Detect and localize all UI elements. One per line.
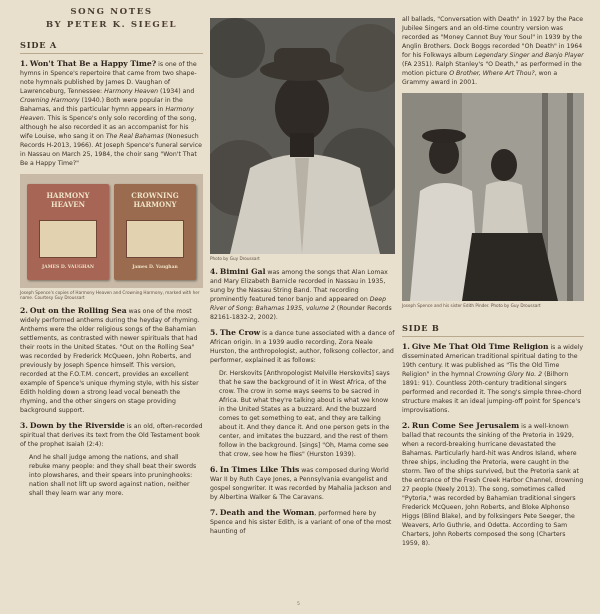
song-note-a7-continued: all ballads, "Conversation with Death" in 1927 by the Pace Jubilee Singers and an old-time country version was recorded as "Money Cannot Buy Your Soul" in 1939 by the Anglin Brothers. Dock Boggs recorded "Oh Death" in 1964 for his Folkways album Legendary Singer and Banjo Player (FA 2351). Ralph Stanley's "O Death," as performed in the motion picture O Brother, Where Art Thou?, won a Grammy award in 2001.	[402, 16, 584, 86]
song-number: 5.	[210, 328, 218, 337]
song-note-a7: 7. Death and the Woman, performed here by Spence and his sister Edith, is a variant of one of the most haunting of	[210, 508, 392, 535]
books-caption: Joseph Spence's copies of Harmony Heaven and Crowning Harmony, marked with her name. Courtesy Guy Droussart	[20, 290, 200, 300]
page-number: 5	[297, 602, 300, 607]
portrait-caption: Photo by Guy Droussart	[210, 256, 260, 261]
song-number: 1.	[20, 59, 28, 68]
song-title: Bimini Gal	[219, 267, 266, 276]
crowning-harmony-book: CROWNING HARMONY James D. Vaughan	[114, 184, 196, 280]
song-number: 3.	[20, 421, 28, 430]
hurston-quote: Dr. Herskovits [Anthropologist Melville Herskovits] says that he saw the background of it in West Africa, of the crow. The crow in some ways seems to be sacred in Africa. But what they're talking about is what we know in the United States as a buzzard. And the buzzard comes to get something to eat, and they are talking about it. And they dance it. And one person gets in the center, and imitates the buzzard, and the rest of them follow in the background. [sings] "Oh, Mama come see that crow, see how he flies" (Hurston 1939).	[219, 370, 390, 458]
song-number: 7.	[210, 508, 218, 517]
divider	[20, 53, 203, 54]
song-number: 4.	[210, 267, 218, 276]
song-note-b2: 2. Run Come See Jerusalem is a well-known ballad that recounts the sinking of the Pretoria in 1929, when a record-breaking hurricane devastated the Bahamas. Particularly hard-hit was Andros Island, where three ships, including the Pretoria, were caught in the storm. Two of the ships survived, but the Pretoria sank at the entrance of the Fresh Creek Harbor Channel, drowning 27 people (Neely 2013). The song, sometimes called "Pytoria," was recorded by Bahamian traditional singers Frederick McQueen, John Roberts, and Bloke Alphonso Higgs (Blind Blake), and by folksingers Pete Seeger, the Weavers, Arlo Guthrie, and Odetta. According to Sam Charters, John Roberts composed the song (Charters 1959, 8).	[402, 421, 584, 547]
scripture-quote: And he shall judge among the nations, and shall rebuke many people: and they shall beat their swords into plowshares, and their spears into pruninghooks: nation shall not lift up sword against nation, neither shall they learn war any more.	[29, 454, 197, 497]
song-note-a6: 6. In Times Like This was composed during World War II by Ruth Caye Jones, a Pennsylvania evangelist and gospel songwriter. It was recorded by Mahalia Jackson and by Albertina Walker & The Caravans.	[210, 465, 392, 501]
song-number: 6.	[210, 465, 218, 474]
song-note-a4: 4. Bimini Gal was among the songs that Alan Lomax and Mary Elizabeth Barnicle recorded in Nassau in 1935, sung by the Nassau String Band. That recording prominently featured tenor banjo and appeared on Deep River of Song: Bahamas 1935, volume 2 (Rounder Records 82161-1832-2, 2002).	[210, 267, 392, 321]
side-b-heading: SIDE B	[402, 323, 440, 333]
column-right	[402, 0, 584, 554]
song-title: Won't That Be a Happy Time?	[29, 59, 157, 68]
column-left	[20, 0, 203, 504]
song-number: 2.	[20, 306, 28, 315]
song-title: The Crow	[219, 328, 261, 337]
song-title: In Times Like This	[219, 465, 300, 474]
spence-and-sister-photo	[402, 93, 584, 301]
portrait-photo	[210, 18, 395, 254]
divider	[402, 336, 584, 337]
harmony-heaven-book: HARMONY HEAVEN JAMES D. VAUGHAN	[27, 184, 109, 280]
song-note-a5: 5. The Crow is a dance tune associated with a dance of African origin. In a 1939 audio recording, Zora Neale Hurston, the anthropologist, author, folksong collector, and performer, explained it as follows: Dr. Herskovits [Anthropologist Melville Herskovits] says that he saw the background of it in West Africa, of the crow. The crow in some ways seems to be sacred in Africa. But what they're talking about is what we know in the United States as a buzzard. And the buzzard comes to get something to eat, and they are talking about it. And they dance it. And one person gets in the center, and imitates the buzzard, and the rest of them follow in the background. [sings] "Oh, Mama come see that crow, see how he flies" (Hurston 1939).	[210, 328, 395, 458]
song-title: Run Come See Jerusalem	[411, 421, 520, 430]
song-title: Out on the Rolling Sea	[29, 306, 127, 315]
song-number: 1.	[402, 342, 410, 351]
notes-title: SONG NOTES	[70, 7, 153, 17]
joseph-spence-portrait	[210, 18, 395, 254]
song-title: Give Me That Old Time Religion	[411, 342, 549, 351]
song-title: Death and the Woman	[219, 508, 315, 517]
column-middle	[210, 0, 395, 542]
song-note-b1: 1. Give Me That Old Time Religion is a widely disseminated American traditional spiritual dating to the 19th century. It was published as "Tis the Old Time Religion" in the hymnal Crowning Glory No. 2 (Bilhorn 1891: 91). Countless 20th-century traditional singers performed and recorded it. The song's simple three-chord structure makes it an ideal jumping-off point for Spence's improvisations.	[402, 342, 584, 414]
spence-sister-caption: Joseph Spence and his sister Edith Pinder. Photo by Guy Droussart	[402, 303, 541, 308]
song-note-a2: 2. Out on the Rolling Sea was one of the most widely performed anthems during the heyday of rhyming. Anthems were the older religious songs of the Bahamian settlements, as contrasted with newer spirituals that had their roots in the United States. "Out on the Rolling Sea" was recorded by Frederick McQueen, John Roberts, and previously by Joseph Spence himself. This version, recorded at the F.O.T.M. concert, provides an excellent example of Spence's unique rhyming style, with his sister Edith holding down a strong lead vocal beneath the rhyming, and the other singers on stage providing background support.	[20, 306, 200, 414]
spence-and-edith-photo	[402, 93, 584, 301]
notes-byline: BY PETER K. SIEGEL	[45, 20, 178, 30]
song-note-a3: 3. Down by the Riverside is an old, often-recorded spiritual that derives its text from the Old Testament book of the prophet Isaiah (2:4): And he shall judge among the nations, and shall rebuke many people: and they shall beat their swords into plowshares, and their spears into pruninghooks: nation shall not lift up sword against nation, neither shall they learn war any more.	[20, 421, 203, 497]
song-title: Down by the Riverside	[29, 421, 125, 430]
side-a-heading: SIDE A	[20, 40, 58, 50]
song-note-a1: 1. Won't That Be a Happy Time? is one of the hymns in Spence's repertoire that came from two shape-note hymnals published by James D. Vaughan of Lawrenceburg, Tennessee: Harmony Heaven (1934) and Crowning Harmony (1940.) Both were popular in the Bahamas, and this particular hymn appears in Harmony Heaven. This is Spence's only solo recording of the song, although he also recorded it as an accompanist for his wife Louise, who sang it on The Real Bahamas (Nonesuch Records H-2013, 1966). At Joseph Spence's funeral service in Nassau on March 25, 1984, the choir sang "Won't That Be a Happy Time?"	[20, 59, 202, 167]
hymnal-books-photo	[20, 174, 203, 288]
song-number: 2.	[402, 421, 410, 430]
